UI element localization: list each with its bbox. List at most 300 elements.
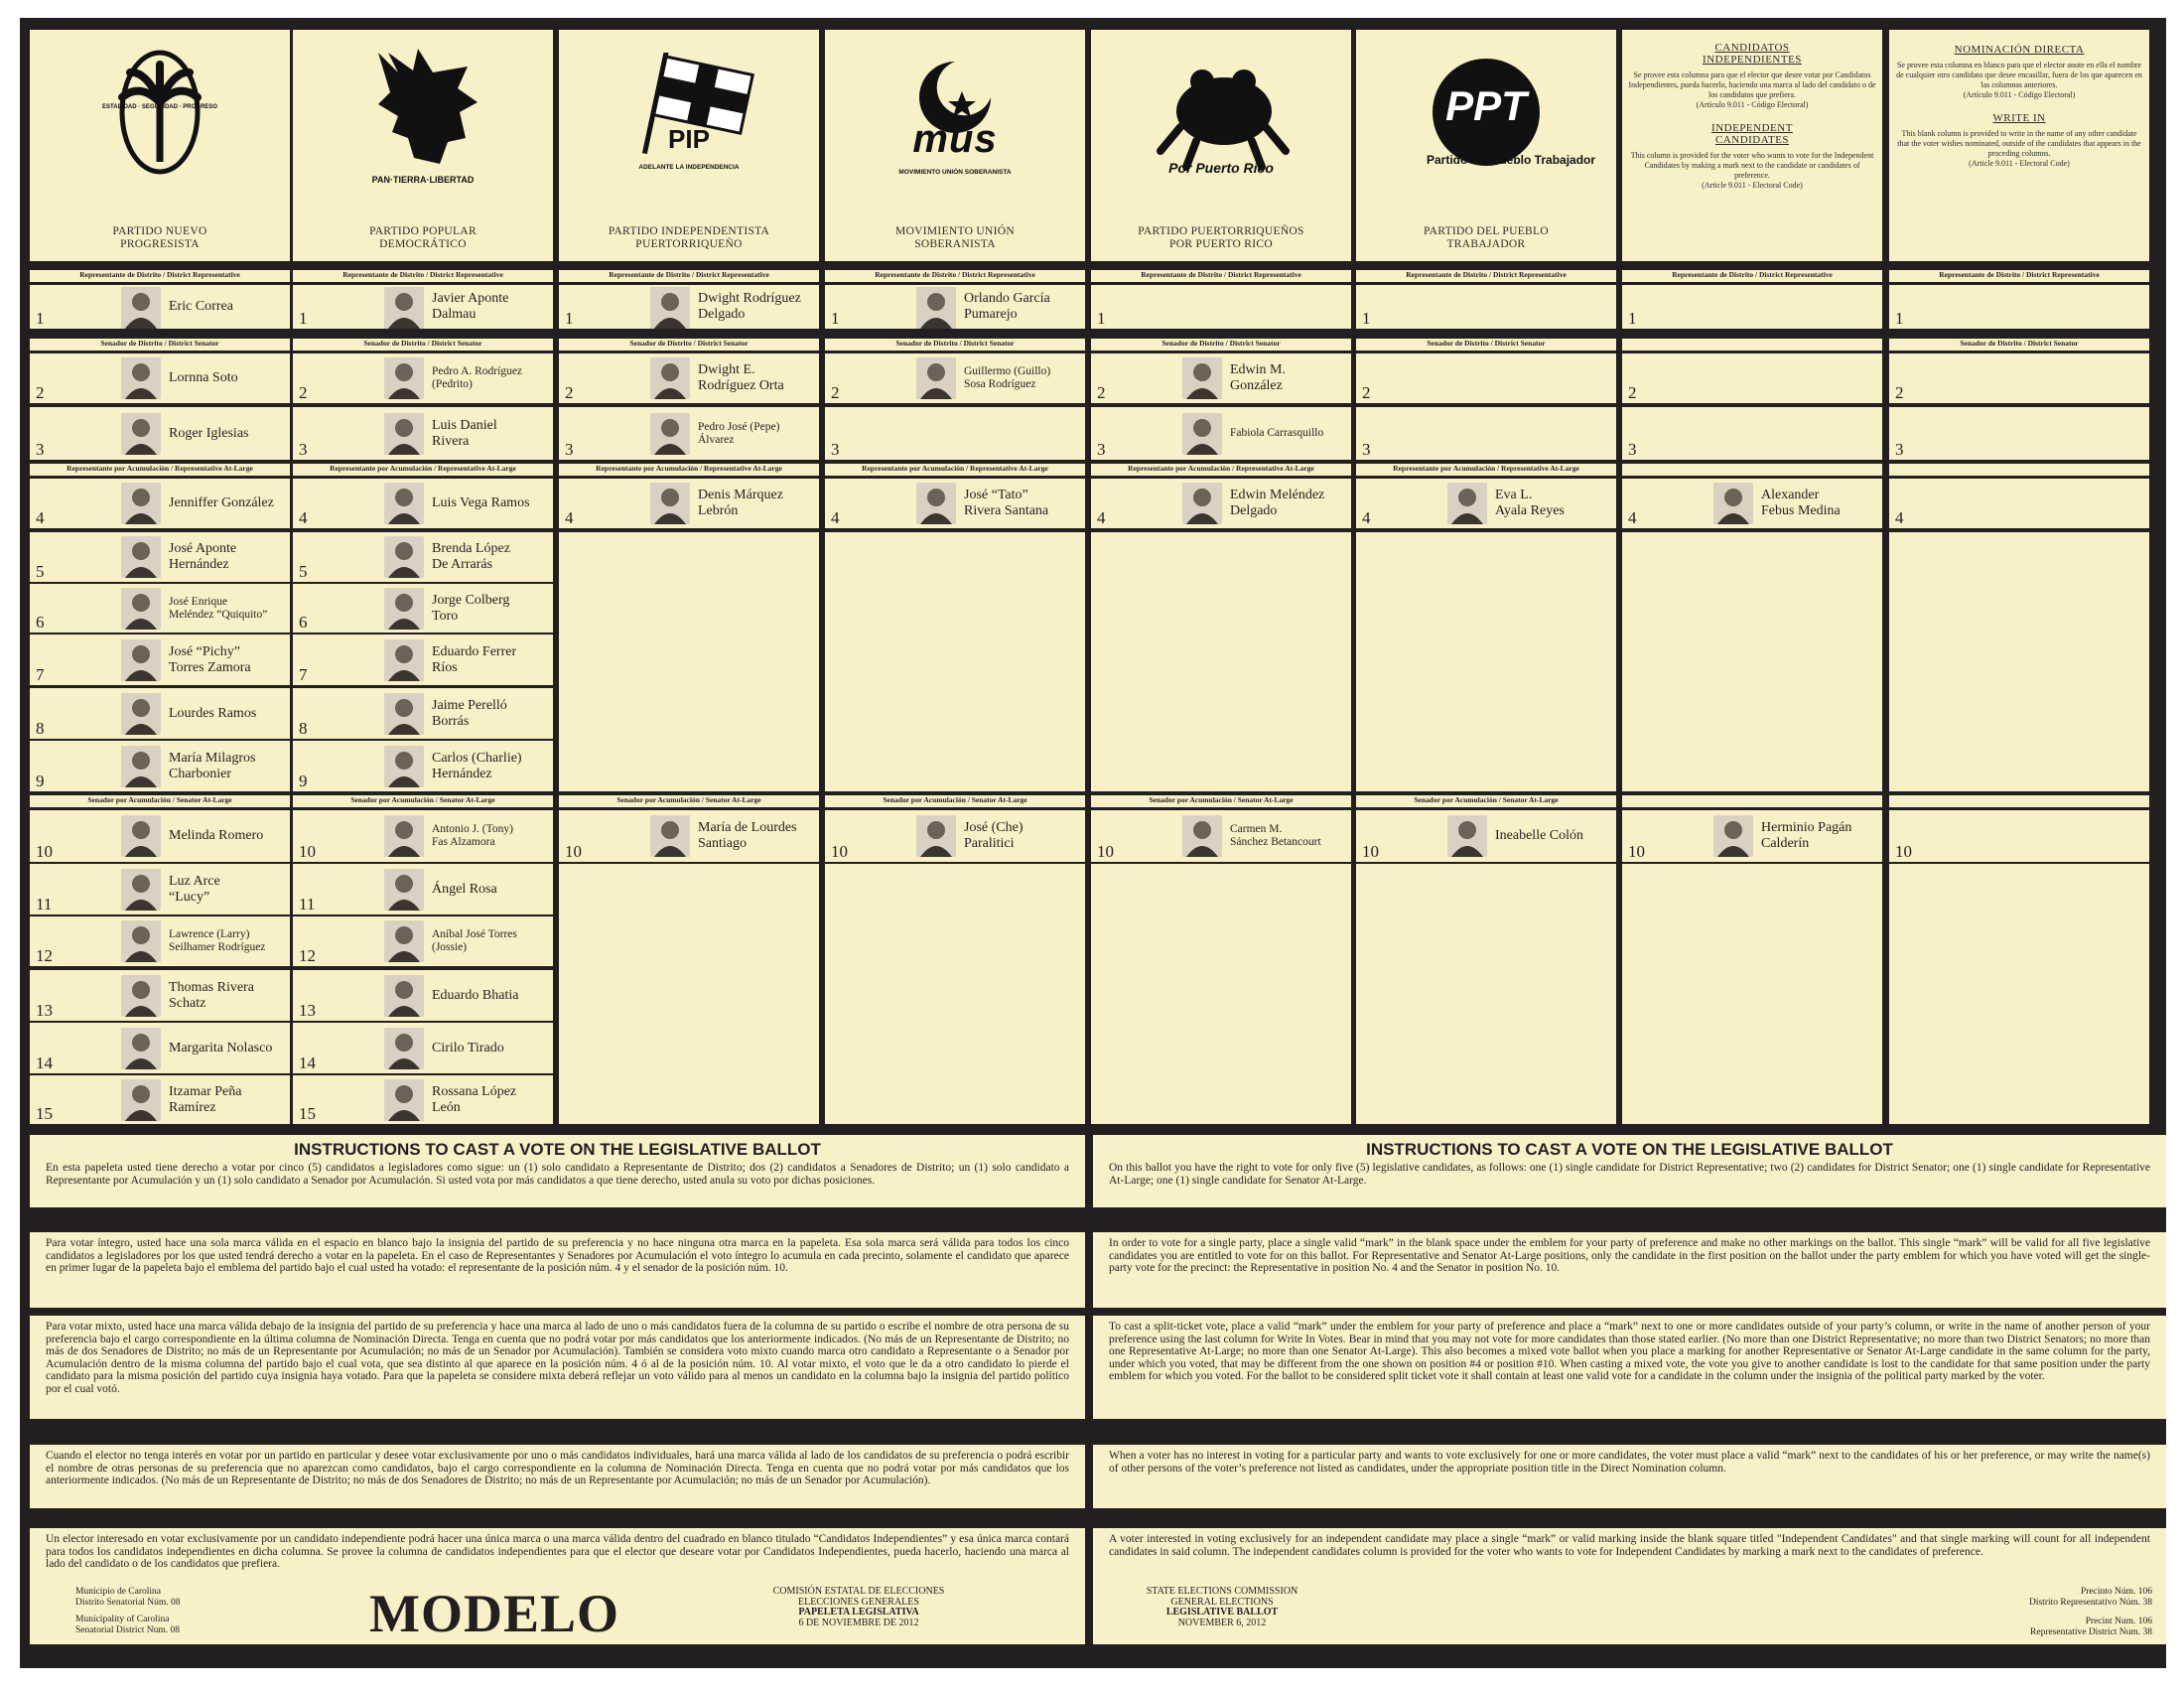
independent-candidates-box — [1622, 30, 1882, 261]
section-spacer — [1622, 464, 1882, 476]
candidate-cell[interactable] — [293, 634, 553, 685]
candidate-position-number: 10 — [36, 842, 53, 861]
palm-tree-emblem-icon — [100, 43, 219, 187]
footer-right — [1093, 1581, 2166, 1644]
candidate-cell[interactable] — [293, 1023, 553, 1073]
party-emblem-subtitle: MOVIMIENTO UNIÓN SOBERANISTA — [898, 168, 1012, 176]
section-spacer — [1622, 795, 1882, 807]
candidate-cell[interactable] — [293, 1075, 553, 1124]
candidate-name: Rossana López León — [432, 1083, 517, 1115]
candidate-position-number: 7 — [299, 665, 308, 684]
candidate-photo — [384, 536, 424, 578]
candidate-name: Carlos (Charlie) Hernández — [432, 750, 522, 781]
election-date-es: 6 DE NOVIEMBRE DE 2012 — [798, 1617, 919, 1628]
section-header: Senador de Distrito / District Senator — [559, 339, 819, 351]
candidate-cell[interactable] — [30, 970, 290, 1021]
candidate-position-number: 11 — [299, 895, 316, 914]
candidate-position-number: 3 — [1895, 440, 1904, 459]
candidate-position-number: 3 — [1097, 440, 1106, 459]
empty-area — [825, 864, 1085, 1124]
candidate-photo — [650, 815, 690, 857]
section-header: Representante por Acumulación / Representative At-Large — [30, 464, 290, 476]
candidate-cell[interactable] — [293, 688, 553, 739]
candidate-cell[interactable] — [293, 407, 553, 460]
candidate-position-number: 14 — [36, 1054, 53, 1072]
candidate-name: Pedro A. Rodríguez (Pedrito) — [432, 365, 523, 390]
candidate-position-number: 2 — [299, 383, 308, 402]
candidate-cell[interactable] — [30, 916, 290, 966]
candidate-cell[interactable] — [559, 810, 819, 862]
candidate-name: Thomas Rivera Schatz — [169, 979, 254, 1011]
candidate-position-number: 4 — [831, 508, 840, 527]
instruction-box — [30, 1135, 1085, 1207]
section-header: Senador de Distrito / District Senator — [1091, 339, 1351, 351]
candidate-cell[interactable] — [1356, 810, 1616, 862]
empty-area — [825, 532, 1085, 791]
candidate-photo — [121, 746, 161, 787]
party-header-box — [1091, 30, 1351, 261]
candidate-position-number: 1 — [36, 309, 45, 328]
instruction-box — [1093, 1232, 2166, 1308]
candidate-name: Luis Vega Ramos — [432, 495, 530, 510]
candidate-cell[interactable] — [30, 1075, 290, 1124]
candidate-cell[interactable] — [1091, 353, 1351, 403]
candidate-photo — [650, 357, 690, 399]
independents-text-en: This column is provided for the voter who wants to vote for the Independent Candidates by making a mark next to the candidate or candidates of preference. (Article 9.011 - Electoral Code) — [1630, 151, 1874, 190]
candidate-photo — [384, 287, 424, 329]
candidate-name: Margarita Nolasco — [169, 1040, 273, 1055]
candidate-name: Dwight Rodríguez Delgado — [698, 291, 801, 322]
candidate-name: Eric Correa — [169, 299, 233, 314]
candidate-name: Roger Iglesias — [169, 425, 249, 441]
candidate-position-number: 15 — [36, 1104, 53, 1123]
candidate-position-number: 3 — [1362, 440, 1371, 459]
candidate-cell[interactable] — [293, 864, 553, 914]
candidate-position-number: 4 — [1628, 508, 1637, 527]
footer-left — [30, 1581, 1085, 1644]
candidate-cell[interactable] — [293, 353, 553, 403]
commission-es: COMISIÓN ESTATAL DE ELECCIONES ELECCIONES GENERALES — [772, 1586, 945, 1608]
instruction-box — [30, 1232, 1085, 1308]
candidate-position-number: 1 — [831, 309, 840, 328]
candidate-cell[interactable] — [1622, 285, 1882, 329]
party-name: PARTIDO POPULAR DEMOCRÁTICO — [369, 225, 477, 250]
party-header-box — [30, 30, 290, 261]
candidate-name: Luz Arce “Lucy” — [169, 873, 220, 905]
footer-commission-es — [745, 1587, 973, 1628]
candidate-name: Itzamar Peña Ramírez — [169, 1083, 242, 1115]
instruction-box — [30, 1316, 1085, 1419]
empty-area — [1356, 864, 1616, 1124]
candidate-cell[interactable] — [1889, 353, 2149, 403]
ballot-sheet — [20, 18, 2166, 1668]
instruction-box — [1093, 1445, 2166, 1508]
party-emblem-text: Por Puerto Rico — [1168, 159, 1274, 176]
candidate-position-number: 8 — [299, 719, 308, 738]
instruction-paragraph: In order to vote for a single party, place a single valid “mark” in the blank space under the emblem for your party of preference and make no other markings on the ballot. This single “mark” will be valid for all five legislative candidates you are entitled to vote for on this ballot. For Representative and Senator At-Large positions, only the candidate in the first position on the ballot under the party emblem for which you have voted will get the single-party vote for the precinct: the Representative in position No. 4 and the Senator in position No. 10. — [1109, 1237, 2150, 1274]
candidate-name: José Aponte Hernández — [169, 541, 237, 572]
empty-area — [1356, 532, 1616, 791]
party-emblem-text: PAN·TIERRA·LIBERTAD — [371, 174, 475, 185]
candidate-photo — [384, 975, 424, 1017]
candidate-photo — [1447, 815, 1487, 857]
candidate-cell[interactable] — [1622, 479, 1882, 528]
candidate-cell[interactable] — [293, 916, 553, 966]
party-emblem[interactable] — [825, 40, 1085, 189]
candidate-cell[interactable] — [1622, 407, 1882, 460]
section-header: Senador por Acumulación / Senator At-Large — [293, 795, 553, 807]
candidate-cell[interactable] — [30, 810, 290, 862]
empty-area — [1622, 864, 1882, 1124]
instruction-paragraph: Un elector interesado en votar exclusivamente por un candidato independiente podrá hacer una única marca o una marca válida dentro del cuadrado en blanco titulado “Candidatos Independientes” y esa única marca contará para todos los candidatos independientes en dicha columna. Se provee la columna de candidatos independientes para que el elector que deseare votar por Candidatos Independientes, pueda hacerlo, haciendo una marca al lado del candidato o de los candidatos que prefiera. — [46, 1533, 1069, 1570]
candidate-cell[interactable] — [30, 688, 290, 739]
section-header: Senador de Distrito / District Senator — [1356, 339, 1616, 351]
candidate-position-number: 2 — [831, 383, 840, 402]
candidate-position-number: 12 — [299, 946, 316, 965]
candidate-photo — [650, 287, 690, 329]
candidate-position-number: 10 — [299, 842, 316, 861]
candidate-cell[interactable] — [30, 741, 290, 791]
section-header: Representante por Acumulación / Representative At-Large — [1356, 464, 1616, 476]
candidate-position-number: 9 — [299, 772, 308, 790]
candidate-position-number: 10 — [831, 842, 848, 861]
candidate-cell[interactable] — [293, 532, 553, 582]
candidate-photo — [384, 483, 424, 524]
candidate-position-number: 3 — [1628, 440, 1637, 459]
party-name: MOVIMIENTO UNIÓN SOBERANISTA — [895, 225, 1015, 250]
candidate-position-number: 4 — [1097, 508, 1106, 527]
candidate-photo — [384, 357, 424, 399]
party-emblem[interactable] — [293, 40, 553, 189]
candidate-photo — [121, 536, 161, 578]
candidate-photo — [121, 357, 161, 399]
candidate-photo — [384, 1079, 424, 1121]
candidate-name: Eduardo Ferrer Ríos — [432, 643, 517, 675]
candidate-photo — [1713, 815, 1753, 857]
section-header: Representante por Acumulación / Representative At-Large — [559, 464, 819, 476]
candidate-photo — [384, 746, 424, 787]
candidate-cell[interactable] — [30, 1023, 290, 1073]
candidate-name: Denis Márquez Lebrón — [698, 488, 783, 518]
independents-text — [1628, 42, 1876, 191]
candidate-cell[interactable] — [1889, 479, 2149, 528]
independents-text-es: Se provee esta columna para que el elector que desee votar por Candidatos Independientes, pueda hacerlo, haciendo una marca al lado del candidato o de los candidatos que prefiera. (Artículo 9.011 - Código Electoral) — [1628, 70, 1876, 109]
candidate-photo — [1713, 483, 1753, 524]
candidate-name: Carmen M. Sánchez Betancourt — [1230, 823, 1321, 848]
candidate-position-number: 15 — [299, 1104, 316, 1123]
candidate-photo — [384, 1028, 424, 1069]
instruction-paragraph: A voter interested in voting exclusively for an independent candidate may place a single “mark” or valid marking inside the blank square titled "Independent Candidates" and that single marking will count for all independent candidates in said column. The independent candidates column is provided for the voter who wants to vote for Independent Candidates by marking a mark next to the candidates of preference. — [1109, 1533, 2150, 1558]
section-header: Senador de Distrito / District Senator — [30, 339, 290, 351]
party-emblem[interactable] — [30, 40, 290, 189]
candidate-cell[interactable] — [559, 407, 819, 460]
candidate-photo — [384, 413, 424, 455]
candidate-position-number: 3 — [831, 440, 840, 459]
candidate-cell[interactable] — [293, 584, 553, 633]
write_in-title-es: NOMINACIÓN DIRECTA — [1954, 44, 2085, 56]
candidate-name: Edwin Meléndez Delgado — [1230, 488, 1325, 518]
candidate-cell[interactable] — [1622, 353, 1882, 403]
section-header: Senador por Acumulación / Senator At-Large — [1091, 795, 1351, 807]
candidate-photo — [121, 815, 161, 857]
candidate-name: Jorge Colberg Toro — [432, 592, 510, 624]
candidate-cell[interactable] — [825, 810, 1085, 862]
candidate-position-number: 13 — [299, 1001, 316, 1020]
candidate-photo — [916, 287, 956, 329]
candidate-name: Fabiola Carrasquillo — [1230, 427, 1324, 439]
independents-title-es: CANDIDATOS INDEPENDIENTES — [1703, 42, 1802, 66]
instruction-paragraph: Para votar mixto, usted hace una marca válida debajo de la insignia del partido de su preferencia y hace una marca al lado de uno o más candidatos fuera de la columna de su partido o escribe el nombre de otra persona de su preferencia bajo el cargo correspondiente en la última columna de Nominación Directa. Tenga en cuenta que no podrá votar por más candidatos que los anteriormente indicados. (No más de un Representante de Distrito; no más de dos Senadores de Distrito; no más de un Representante por Acumulación; no más de un Senador por Acumulación). También se considera voto mixto cuando marca otro candidato a Representante o a Senador por Acumulación dentro de la misma columna del partido bajo el cual vota, que sea distinto al que aparece en la posición núm. 4 ó al de la posición núm. 10. Al votar mixto, el voto que le da a otro candidato lo pierde el candidato para la misma posición del partido cuya insignia haya votado. Para que la papeleta se considere mixta deberá reflejar un voto válido para al menos un candidato en la columna bajo la insignia del partido político por el cual votó. — [46, 1321, 1069, 1395]
candidate-cell[interactable] — [559, 353, 819, 403]
candidate-photo — [1182, 815, 1222, 857]
footer-precinct-en: Precint Num. 106 Representative District Num. 38 — [2030, 1617, 2152, 1637]
candidate-name: Ineabelle Colón — [1495, 828, 1584, 843]
candidate-position-number: 10 — [1628, 842, 1645, 861]
candidate-cell[interactable] — [1091, 810, 1351, 862]
candidate-position-number: 2 — [1362, 383, 1371, 402]
candidate-cell[interactable] — [559, 479, 819, 528]
instruction-paragraph: On this ballot you have the right to vote for only five (5) legislative candidates, as follows: one (1) single candidate for District Representative; two (2) candidates for District Senator; one (1) single candidate for Representative At-Large; one (1) single candidate for Senator At-Large. — [1109, 1162, 2150, 1187]
candidate-position-number: 1 — [565, 309, 574, 328]
instruction-paragraph: En esta papeleta usted tiene derecho a votar por cinco (5) candidatos a legisladores como sigue: un (1) solo candidato a Representante de Distrito; dos (2) candidatos a Senadores de Distrito; un (1) solo candidato a Representante por Acumulación y un (1) solo candidato a Senador por Acumulación. Si usted vota por más candidatos a que tiene derecho, usted anula su voto por dichas posiciones. — [46, 1162, 1069, 1187]
candidate-cell[interactable] — [825, 353, 1085, 403]
candidate-cell[interactable] — [30, 285, 290, 329]
instruction-paragraph: To cast a split-ticket vote, place a valid “mark” under the emblem for your party of preference and place a “mark” next to one or more candidates outside of your party’s column, or write in the name of another person of your preference using the last column for Write In Votes. Bear in mind that you may not vote for more candidates than those stated earlier. (No more than one District Representative; no more than two District Senators; no more than one Representative At-Large; no more than one Senator At-Large). This also becomes a mixed vote ballot when you place a marking for another Representative or Senator At-Large candidate in the same column for the party, under which you voted, that may be different from the one shown on position #4 or position #10. When casting a mixed vote, the vote you give to another candidate is lost to the candidate for that same position under the party emblem for which you voted. For the ballot to be considered split ticket vote it shall contain at least one valid vote for a candidate in the column under the insignia of the political party marked by the voter. — [1109, 1321, 2150, 1382]
party-emblem[interactable] — [1356, 40, 1616, 189]
candidate-position-number: 6 — [299, 613, 308, 632]
candidate-cell[interactable] — [1091, 285, 1351, 329]
candidate-name: José “Tato” Rivera Santana — [964, 488, 1049, 518]
candidate-name: Jaime Perelló Borrás — [432, 697, 507, 729]
candidate-cell[interactable] — [1356, 479, 1616, 528]
section-header: Senador por Acumulación / Senator At-Large — [1356, 795, 1616, 807]
candidate-position-number: 10 — [1097, 842, 1114, 861]
party-header-box — [825, 30, 1085, 261]
candidate-cell[interactable] — [825, 407, 1085, 460]
section-header: Representante de Distrito / District Representative — [1091, 270, 1351, 282]
candidate-cell[interactable] — [1091, 479, 1351, 528]
candidate-cell[interactable] — [293, 285, 553, 329]
candidate-cell[interactable] — [1091, 407, 1351, 460]
candidate-cell[interactable] — [293, 741, 553, 791]
candidate-photo — [121, 483, 161, 524]
section-header: Representante de Distrito / District Representative — [1622, 270, 1882, 282]
instructions-title: INSTRUCTIONS TO CAST A VOTE ON THE LEGISLATIVE BALLOT — [1366, 1140, 1893, 1159]
footer-municipality-es: Municipio de Carolina Distrito Senatorial Núm. 08 — [75, 1587, 181, 1608]
candidate-position-number: 2 — [36, 383, 45, 402]
candidate-name: Melinda Romero — [169, 828, 264, 843]
candidate-photo — [121, 920, 161, 962]
party-emblem-text: PIP — [668, 123, 710, 154]
candidate-photo — [121, 287, 161, 329]
party-header-box — [1356, 30, 1616, 261]
candidate-photo — [384, 639, 424, 681]
section-spacer — [1889, 464, 2149, 476]
ballot-type-en: LEGISLATIVE BALLOT — [1165, 1607, 1279, 1618]
instruction-paragraph: When a voter has no interest in voting for a particular party and wants to vote exclusively for one or more candidates, the voter must place a valid “mark” next to the candidates of his or her preference, or may write the name(s) of other persons of the voter’s preference not listed as candidates, under the appropriate position title in the Direct Nomination column. — [1109, 1450, 2150, 1475]
empty-area — [1889, 532, 2149, 791]
candidate-name: Jenniffer González — [169, 495, 274, 510]
candidate-cell[interactable] — [1889, 407, 2149, 460]
candidate-position-number: 2 — [1895, 383, 1904, 402]
section-header: Representante de Distrito / District Representative — [1889, 270, 2149, 282]
candidate-cell[interactable] — [1356, 407, 1616, 460]
section-header: Senador de Distrito / District Senator — [825, 339, 1085, 351]
candidate-name: Lawrence (Larry) Seilhamer Rodríguez — [169, 928, 266, 953]
candidate-name: Lourdes Ramos — [169, 705, 257, 721]
candidate-cell[interactable] — [30, 634, 290, 685]
moon-star-emblem-icon — [881, 48, 1029, 182]
candidate-name: Pedro José (Pepe) Álvarez — [698, 420, 780, 446]
flag-emblem-icon — [614, 53, 763, 177]
party-emblem-subtitle: ADELANTE LA INDEPENDENCIA — [638, 163, 740, 171]
candidate-photo — [121, 869, 161, 911]
ppt-circle-emblem-icon — [1427, 53, 1596, 177]
candidate-position-number: 2 — [1628, 383, 1637, 402]
candidate-position-number: 3 — [565, 440, 574, 459]
candidate-position-number: 4 — [299, 508, 308, 527]
candidate-position-number: 12 — [36, 946, 53, 965]
party-name: PARTIDO PUERTORRIQUEÑOS POR PUERTO RICO — [1138, 225, 1304, 250]
section-header: Representante de Distrito / District Representative — [30, 270, 290, 282]
footer-municipality-en: Municipality of Carolina Senatorial District Num. 08 — [75, 1615, 181, 1635]
candidate-photo — [384, 693, 424, 735]
candidate-position-number: 1 — [1628, 309, 1637, 328]
party-emblem-text: PPT — [1445, 81, 1527, 129]
instruction-box — [30, 1528, 1085, 1581]
candidate-name: Javier Aponte Dalmau — [432, 291, 509, 322]
candidate-cell[interactable] — [293, 810, 553, 862]
candidate-position-number: 4 — [1362, 508, 1371, 527]
jibaro-profile-emblem-icon — [348, 43, 497, 187]
candidate-position-number: 4 — [565, 508, 574, 527]
candidate-name: Eva L. Ayala Reyes — [1495, 488, 1565, 518]
candidate-name: Herminio Pagán Calderín — [1761, 820, 1852, 851]
candidate-name: Lornna Soto — [169, 370, 238, 385]
candidate-cell[interactable] — [30, 479, 290, 528]
candidate-cell[interactable] — [30, 353, 290, 403]
party-emblem-subtitle: Partido del Pueblo Trabajador — [1427, 152, 1596, 167]
candidate-cell[interactable] — [30, 864, 290, 914]
candidate-position-number: 1 — [1097, 309, 1106, 328]
candidate-photo — [384, 920, 424, 962]
candidate-name: Guillermo (Guillo) Sosa Rodríguez — [964, 365, 1051, 390]
candidate-name: María Milagros Charbonier — [169, 750, 256, 781]
party-name: PARTIDO INDEPENDENTISTA PUERTORRIQUEÑO — [608, 225, 770, 250]
section-header: Senador por Acumulación / Senator At-Large — [559, 795, 819, 807]
candidate-name: José Enrique Meléndez “Quiquito” — [169, 595, 268, 621]
candidate-photo — [121, 588, 161, 630]
candidate-cell[interactable] — [293, 970, 553, 1021]
independents-title-en: INDEPENDENT CANDIDATES — [1711, 122, 1793, 146]
section-header: Representante de Distrito / District Representative — [559, 270, 819, 282]
empty-area — [1889, 864, 2149, 1124]
candidate-position-number: 3 — [36, 440, 45, 459]
footer-precinct-es: Precinto Núm. 106 Distrito Representativo Núm. 38 — [2028, 1587, 2152, 1608]
candidate-photo — [121, 1079, 161, 1121]
party-name: PARTIDO NUEVO PROGRESISTA — [112, 225, 207, 250]
section-spacer — [1889, 795, 2149, 807]
empty-area — [1091, 864, 1351, 1124]
candidate-position-number: 4 — [36, 508, 45, 527]
candidate-photo — [121, 413, 161, 455]
candidate-position-number: 1 — [299, 309, 308, 328]
candidate-cell[interactable] — [1356, 353, 1616, 403]
candidate-name: Aníbal José Torres (Jossie) — [432, 928, 517, 953]
candidate-cell[interactable] — [1356, 285, 1616, 329]
candidate-position-number: 14 — [299, 1054, 316, 1072]
candidate-position-number: 3 — [299, 440, 308, 459]
instruction-paragraph: Para votar íntegro, usted hace una sola marca válida en el espacio en blanco bajo la insignia del partido de su preferencia y no hace ninguna otra marca en la papeleta. Esa sola marca será válida para todos los cinco candidatos a legisladores por los que usted tendrá derecho a votar en la papeleta. En el caso de Representantes y Senadores por Acumulación el voto íntegro lo acumula en cada precinto, solamente el candidato que aparece en primer lugar de la papeleta bajo el emblema del partido bajo el cual usted ha votado: el representante de la posición núm. 4 y el senador de la posición núm. 10. — [46, 1237, 1069, 1274]
modelo-stamp: MODELO — [369, 1584, 620, 1643]
candidate-photo — [121, 693, 161, 735]
candidate-photo — [121, 639, 161, 681]
candidate-photo — [916, 815, 956, 857]
section-header: Senador por Acumulación / Senator At-Large — [825, 795, 1085, 807]
candidate-position-number: 5 — [36, 562, 45, 581]
candidate-name: José “Pichy” Torres Zamora — [169, 643, 251, 675]
party-header-box — [293, 30, 553, 261]
party-emblem[interactable] — [559, 40, 819, 189]
instruction-box — [1093, 1135, 2166, 1207]
party-name: PARTIDO DEL PUEBLO TRABAJADOR — [1424, 225, 1549, 250]
candidate-cell[interactable] — [825, 479, 1085, 528]
candidate-cell[interactable] — [559, 285, 819, 329]
candidate-photo — [650, 413, 690, 455]
candidate-photo — [121, 1028, 161, 1069]
candidate-cell[interactable] — [1622, 810, 1882, 862]
candidate-name: Dwight E. Rodríguez Orta — [698, 362, 784, 393]
candidate-name: Ángel Rosa — [432, 881, 497, 897]
candidate-position-number: 10 — [1362, 842, 1379, 861]
candidate-position-number: 2 — [1097, 383, 1106, 402]
write_in-text-es: Se provee esta columna en blanco para que el elector anote en ella el nombre de cualquier otro candidato que desee encasillar, fuera de los que aparecen en las columnas anteriores. (Artículo 9.011 - Código Electoral) — [1896, 61, 2142, 99]
section-header: Representante de Distrito / District Representative — [825, 270, 1085, 282]
candidate-cell[interactable] — [30, 584, 290, 633]
candidate-name: Orlando García Pumarejo — [964, 291, 1050, 322]
write-in-box — [1889, 30, 2149, 261]
candidate-cell[interactable] — [1889, 285, 2149, 329]
candidate-position-number: 4 — [1895, 508, 1904, 527]
candidate-position-number: 7 — [36, 665, 45, 684]
instruction-box — [1093, 1528, 2166, 1581]
candidate-name: María de Lourdes Santiago — [698, 820, 797, 851]
candidate-cell[interactable] — [30, 407, 290, 460]
candidate-cell[interactable] — [30, 532, 290, 582]
party-emblem[interactable] — [1091, 40, 1351, 189]
candidate-photo — [384, 869, 424, 911]
ballot-type-es: PAPELETA LEGISLATIVA — [798, 1607, 919, 1618]
candidate-photo — [384, 815, 424, 857]
candidate-cell[interactable] — [825, 285, 1085, 329]
candidate-photo — [384, 588, 424, 630]
candidate-position-number: 10 — [1895, 842, 1912, 861]
candidate-cell[interactable] — [1889, 810, 2149, 862]
candidate-name: Alexander Febus Medina — [1761, 488, 1841, 518]
section-spacer — [1622, 339, 1882, 351]
candidate-name: Edwin M. González — [1230, 362, 1286, 393]
section-header: Representante de Distrito / District Representative — [293, 270, 553, 282]
empty-area — [559, 864, 819, 1124]
candidate-position-number: 9 — [36, 772, 45, 790]
candidate-position-number: 2 — [565, 383, 574, 402]
commission-en: STATE ELECTIONS COMMISSION GENERAL ELECTIONS — [1146, 1586, 1298, 1608]
candidate-position-number: 1 — [1895, 309, 1904, 328]
candidate-name: Eduardo Bhatia — [432, 987, 519, 1003]
instruction-box — [30, 1445, 1085, 1508]
candidate-cell[interactable] — [293, 479, 553, 528]
candidate-position-number: 11 — [36, 895, 53, 914]
